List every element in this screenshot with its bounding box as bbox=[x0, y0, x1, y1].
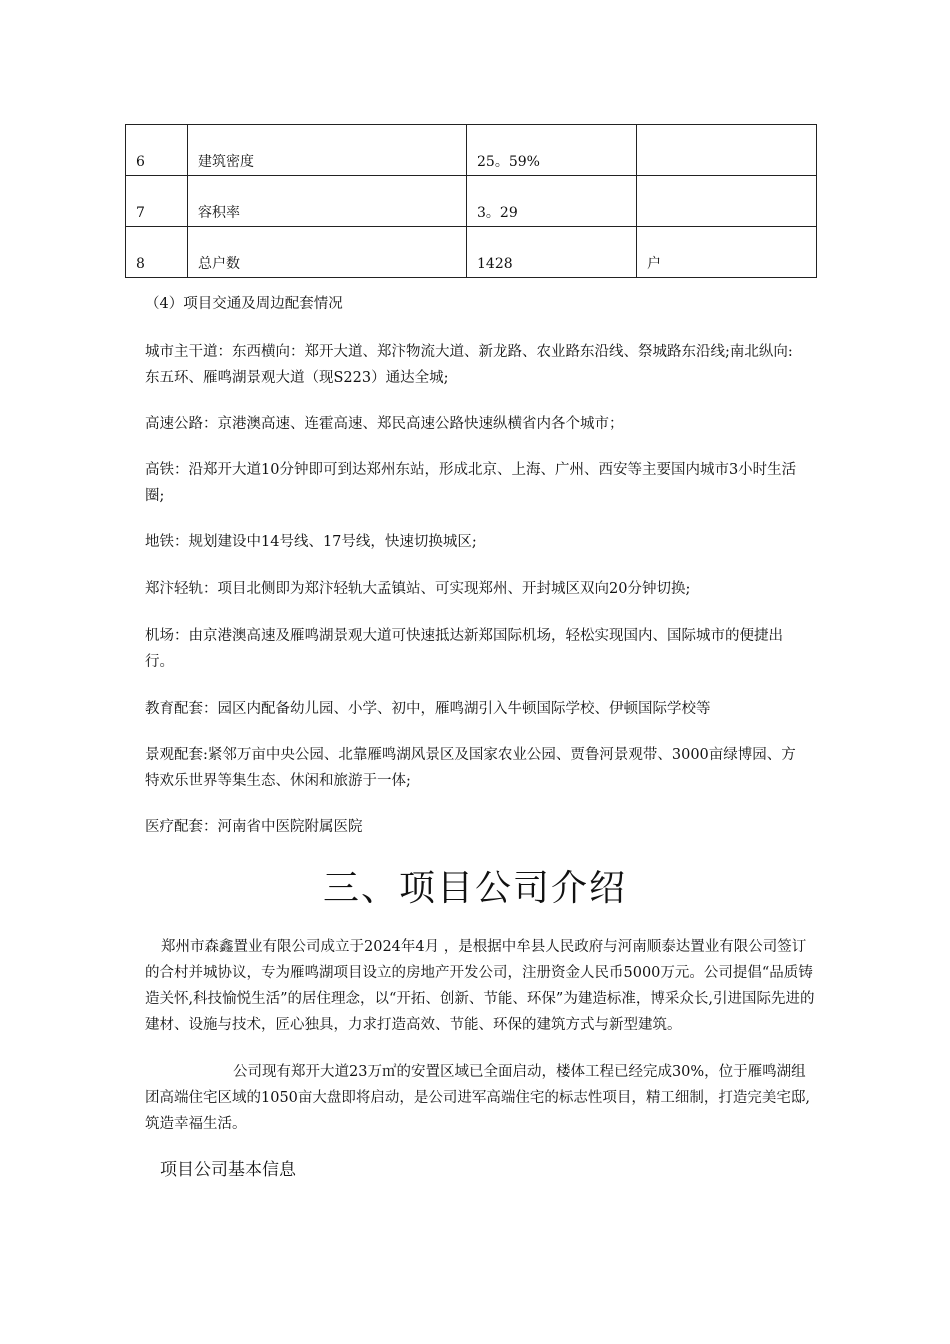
item-name-cell: 建筑密度 bbox=[188, 125, 467, 176]
paragraph-education: 教育配套：园区内配备幼儿园、小学、初中，雁鸣湖引入牛顿国际学校、伊顿国际学校等 bbox=[145, 701, 711, 717]
paragraph-landscape: 景观配套:紧邻万亩中央公园、北靠雁鸣湖风景区及国家农业公园、贾鲁河景观带、3000亩绿博园、方特欢乐世界等集生态、休闲和旅游于一体; bbox=[145, 747, 796, 789]
row-number-cell: 8 bbox=[126, 227, 188, 278]
paragraph-high-speed-rail: 高铁：沿郑开大道10分钟即可到达郑州东站，形成北京、上海、广州、西安等主要国内城市3小时生活圈; bbox=[145, 462, 797, 504]
value-cell: 3。29 bbox=[467, 176, 637, 227]
paragraph-light-rail: 郑汴轻轨：项目北侧即为郑汴轻轨大孟镇站、可实现郑州、开封城区双向20分钟切换; bbox=[145, 581, 691, 597]
paragraph-metro: 地铁：规划建设中14号线、17号线，快速切换城区; bbox=[145, 534, 477, 550]
unit-cell bbox=[637, 176, 817, 227]
company-info-heading: 项目公司基本信息 bbox=[160, 1160, 296, 1180]
company-intro-paragraph: 郑州市森鑫置业有限公司成立于2024年4月 ，是根据中牟县人民政府与河南顺泰达置业有限公司签订的合村并城协议，专为雁鸣湖项目设立的房地产开发公司，注册资金人民币5000万元。公司提倡“品质铸造关怀,科技愉悦生活”的居住理念，以“开拓、创新、节能、环保”为建造标准，博采众长,引进国际先进的建材、设施与技术，匠心独具，力求打造高效、节能、环保的建筑方式与新型建筑。 bbox=[145, 939, 815, 1033]
value-cell: 1428 bbox=[467, 227, 637, 278]
value-cell: 25。59% bbox=[467, 125, 637, 176]
unit-cell: 户 bbox=[637, 227, 817, 278]
project-indicator-table bbox=[125, 124, 817, 278]
table-row bbox=[126, 125, 817, 176]
table-row bbox=[126, 176, 817, 227]
paragraph-medical: 医疗配套：河南省中医院附属医院 bbox=[145, 819, 363, 835]
paragraph-expressway: 高速公路：京港澳高速、连霍高速、郑民高速公路快速纵横省内各个城市； bbox=[145, 416, 624, 432]
table-row bbox=[126, 227, 817, 278]
company-progress-paragraph: 公司现有郑开大道23万㎡的安置区域已全面启动，楼体工程已经完成30%，位于雁鸣湖组团高端住宅区域的1050亩大盘即将启动，是公司进军高端住宅的标志性项目，精工细制，打造完美宅邸,筑造幸福生活。 bbox=[145, 1064, 811, 1132]
item-name-cell: 总户数 bbox=[188, 227, 467, 278]
row-number-cell: 7 bbox=[126, 176, 188, 227]
paragraph-main-roads: 城市主干道：东西横向：郑开大道、郑汴物流大道、新龙路、农业路东沿线、祭城路东沿线;南北纵向:东五环、雁鸣湖景观大道（现S223）通达全城; bbox=[145, 344, 793, 386]
section-title: 三、项目公司介绍 bbox=[322, 868, 627, 909]
paragraph-airport: 机场：由京港澳高速及雁鸣湖景观大道可快速抵达新郑国际机场，轻松实现国内、国际城市的便捷出行。 bbox=[145, 628, 783, 670]
traffic-section-heading: （4）项目交通及周边配套情况 bbox=[145, 296, 343, 312]
item-name-cell: 容积率 bbox=[188, 176, 467, 227]
unit-cell bbox=[637, 125, 817, 176]
row-number-cell: 6 bbox=[126, 125, 188, 176]
